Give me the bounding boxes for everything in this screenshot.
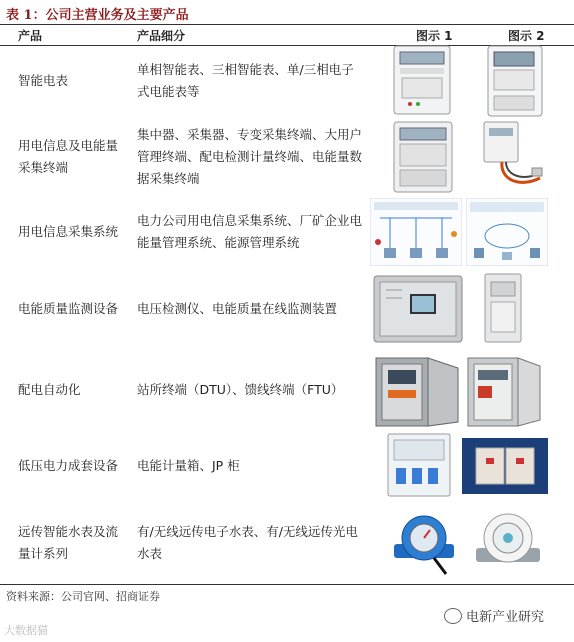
terminal-image-1 xyxy=(392,120,454,194)
table-bottom-rule xyxy=(0,584,574,585)
product-detail: 电压检测仪、电能质量在线监测装置 xyxy=(137,301,338,316)
meter-image-2 xyxy=(486,44,544,118)
wall-monitor-image-2 xyxy=(483,272,523,344)
table-row xyxy=(0,196,574,268)
product-detail: 电能计量箱、JP 柜 xyxy=(137,458,240,473)
header-fig1: 图示 1 xyxy=(416,29,453,43)
product-name: 远传智能水表及流量计系列 xyxy=(18,524,119,561)
meter-image-1 xyxy=(392,44,452,116)
header-product: 产品 xyxy=(18,29,43,43)
table-row xyxy=(0,118,574,196)
product-name: 智能电表 xyxy=(18,73,69,88)
header-detail: 产品细分 xyxy=(137,29,186,43)
source-note: 资料来源：公司官网、招商证券 xyxy=(6,590,160,603)
ftu-cabinet-image-2 xyxy=(466,356,542,428)
water-meter-image-2 xyxy=(470,508,546,580)
product-detail: 单相智能表、三相智能表、单/三相电子式电能表等 xyxy=(137,62,354,99)
watermark-right xyxy=(444,606,544,625)
table-row xyxy=(0,350,574,430)
jp-cabinet-image-2 xyxy=(462,438,548,494)
watermark-left: 大数据猫 xyxy=(4,624,48,637)
header-fig2: 图示 2 xyxy=(508,29,545,43)
product-name: 用电信息及电能量采集终端 xyxy=(18,138,119,175)
table-row xyxy=(0,268,574,350)
product-name: 电能质量监测设备 xyxy=(18,301,119,316)
collector-image-2 xyxy=(480,120,546,194)
product-detail: 电力公司用电信息采集系统、厂矿企业电能量管理系统、能源管理系统 xyxy=(137,213,363,250)
product-detail: 有/无线远传电子水表、有/无线远传光电水表 xyxy=(137,524,358,561)
table-header xyxy=(0,24,574,46)
table-row xyxy=(0,430,574,502)
product-detail: 集中器、采集器、专变采集终端、大用户管理终端、配电检测计量终端、电能量数据采集终端 xyxy=(137,127,363,186)
product-name: 用电信息采集系统 xyxy=(18,224,119,239)
product-name: 配电自动化 xyxy=(18,382,81,397)
monitor-cabinet-image-1 xyxy=(372,274,464,344)
system-diagram-1 xyxy=(370,198,462,266)
table-title: 表 1：公司主营业务及主要产品 xyxy=(6,8,189,23)
product-detail: 站所终端（DTU）、馈线终端（FTU） xyxy=(137,382,344,397)
table-row xyxy=(0,44,574,118)
watermark-right-text: 电新产业研究 xyxy=(466,610,545,625)
table-row xyxy=(0,502,574,584)
metering-box-image-1 xyxy=(386,432,452,498)
wechat-icon xyxy=(444,608,462,624)
water-meter-image-1 xyxy=(388,508,460,580)
network-diagram-2 xyxy=(466,198,548,266)
product-name: 低压电力成套设备 xyxy=(18,458,119,473)
dtu-cabinet-image-1 xyxy=(374,356,460,428)
